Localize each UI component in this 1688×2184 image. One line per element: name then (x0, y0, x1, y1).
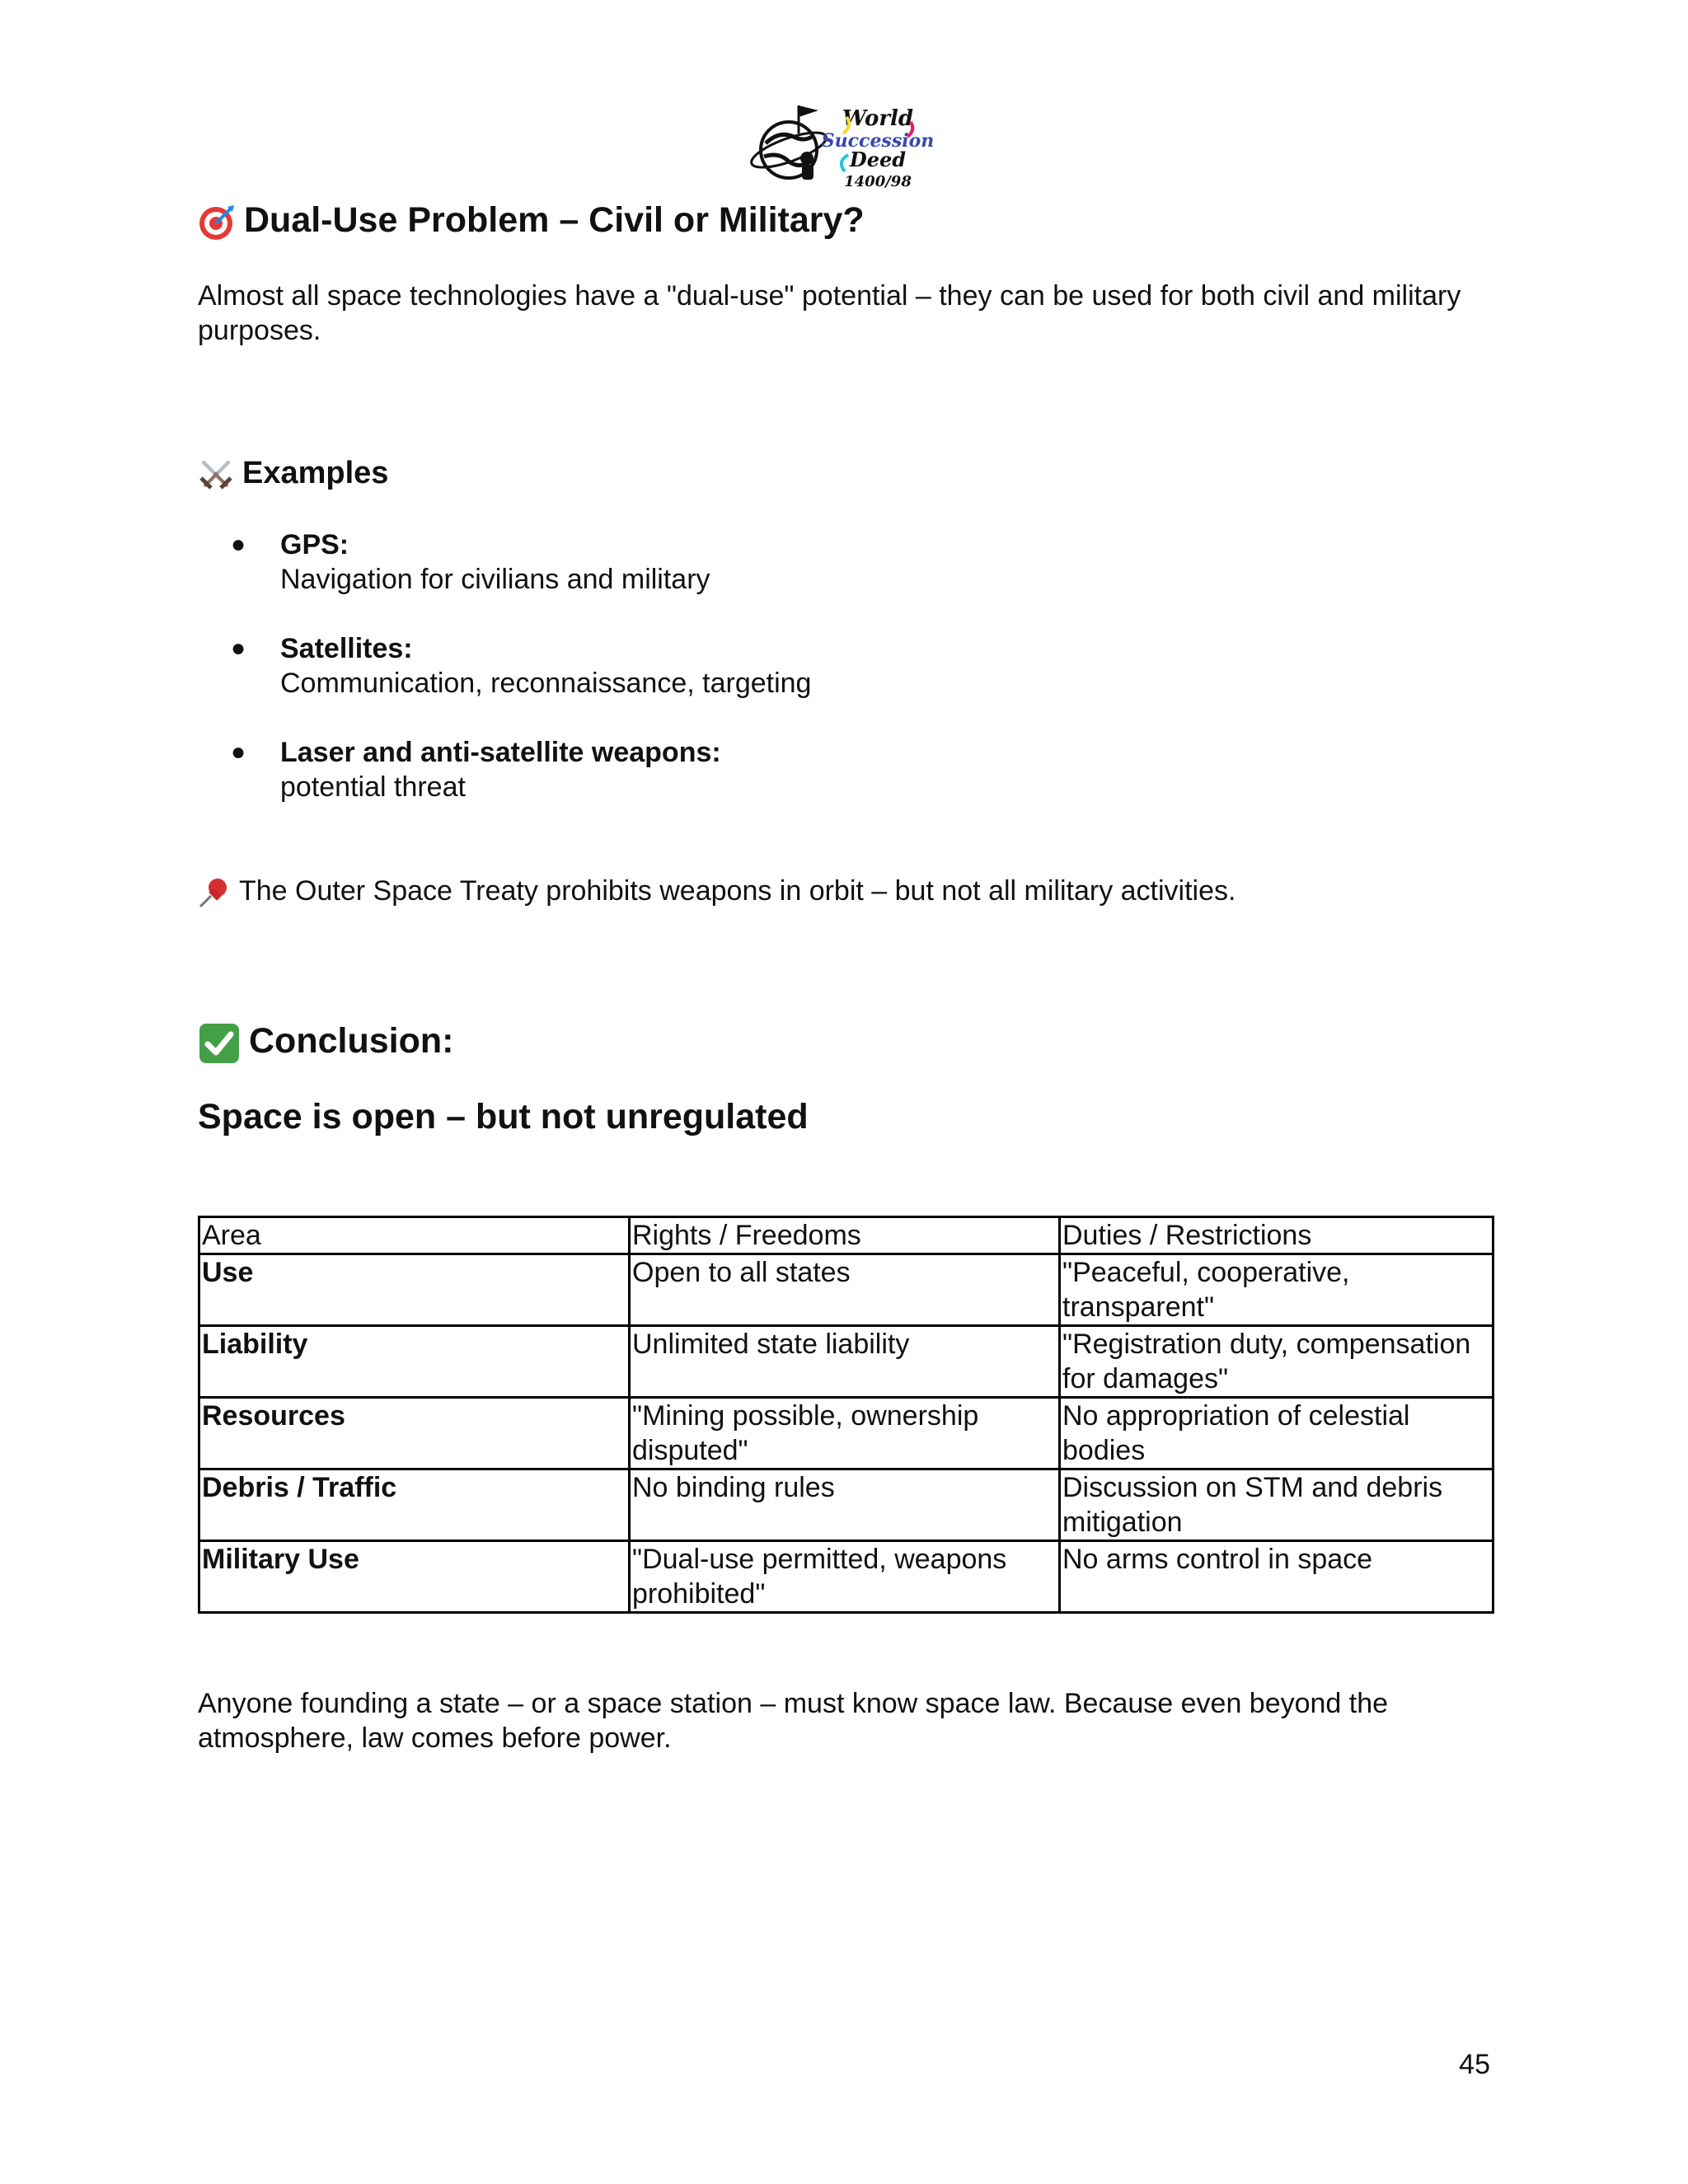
table-header-cell: Rights / Freedoms (630, 1217, 1060, 1254)
table-cell-area: Military Use (199, 1541, 630, 1613)
table-cell: "Peaceful, cooperative, transparent" (1060, 1254, 1493, 1326)
table-cell: "Registration duty, compensation for damages" (1060, 1326, 1493, 1398)
space-law-table (198, 1216, 1494, 1614)
table-header-cell: Duties / Restrictions (1060, 1217, 1493, 1254)
pushpin-icon (198, 876, 231, 909)
dual-use-heading (198, 199, 865, 242)
table-header-row (199, 1217, 1493, 1254)
table-header-cell: Area (199, 1217, 630, 1254)
table-row (199, 1469, 1493, 1541)
examples-list (198, 527, 1434, 839)
treaty-note-text: The Outer Space Treaty prohibits weapons in orbit – but not all military activities. (239, 875, 1236, 907)
table-cell: Discussion on STM and debris mitigation (1060, 1469, 1493, 1541)
table-cell-area: Use (199, 1254, 630, 1326)
crossed-swords-icon (198, 457, 234, 493)
conclusion-title: Conclusion: (249, 1021, 454, 1061)
table-cell: "Dual-use permitted, weapons prohibited" (630, 1541, 1060, 1613)
table-cell-area: Debris / Traffic (199, 1469, 630, 1541)
example-term: GPS: (280, 529, 349, 560)
table-cell: Open to all states (630, 1254, 1060, 1326)
table-cell-area: Resources (199, 1398, 630, 1469)
target-icon (198, 204, 236, 241)
svg-text:1400/98: 1400/98 (844, 173, 912, 190)
bullet-icon: ● (231, 738, 246, 766)
table-row (199, 1254, 1493, 1326)
list-item (198, 735, 1434, 804)
example-desc: potential threat (280, 771, 466, 803)
example-desc: Navigation for civilians and military (280, 564, 710, 595)
example-desc: Communication, reconnaissance, targeting (280, 668, 812, 699)
table-row (199, 1541, 1493, 1613)
page-number: 45 (1459, 2049, 1490, 2080)
table-row (199, 1326, 1493, 1398)
conclusion-heading (198, 1020, 453, 1065)
table-cell: Unlimited state liability (630, 1326, 1060, 1398)
examples-title: Examples (242, 456, 389, 490)
list-item (198, 527, 1434, 597)
svg-text:Deed: Deed (849, 148, 907, 171)
check-mark-icon (198, 1022, 241, 1065)
example-term: Laser and anti-satellite weapons: (280, 737, 721, 768)
treaty-note (198, 874, 1492, 909)
table-cell: "Mining possible, ownership disputed" (630, 1398, 1060, 1469)
table-cell: No binding rules (630, 1469, 1060, 1541)
table-cell: No appropriation of celestial bodies (1060, 1398, 1493, 1469)
world-succession-deed-logo (746, 101, 935, 193)
example-term: Satellites: (280, 633, 413, 664)
table-cell-area: Liability (199, 1326, 630, 1398)
examples-heading (198, 455, 388, 493)
bullet-icon: ● (231, 531, 246, 558)
conclusion-subtitle: Space is open – but not unregulated (198, 1097, 809, 1137)
table-row (199, 1398, 1493, 1469)
table-cell: No arms control in space (1060, 1541, 1493, 1613)
svg-text:World: World (842, 106, 914, 131)
logo-wordmark (822, 106, 934, 190)
closing-paragraph: Anyone founding a state – or a space station – must know space law. Because even beyond the atmosphere, law comes before power. (198, 1688, 1389, 1754)
bullet-icon: ● (231, 635, 246, 662)
list-item (198, 631, 1434, 701)
globe-astronaut-emblem (748, 105, 830, 180)
dual-use-intro: Almost all space technologies have a "dual-use" potential – they can be used for both civil and military purposes. (198, 280, 1461, 346)
svg-text:Succession: Succession (821, 130, 935, 152)
dual-use-title: Dual-Use Problem – Civil or Military? (244, 200, 865, 240)
